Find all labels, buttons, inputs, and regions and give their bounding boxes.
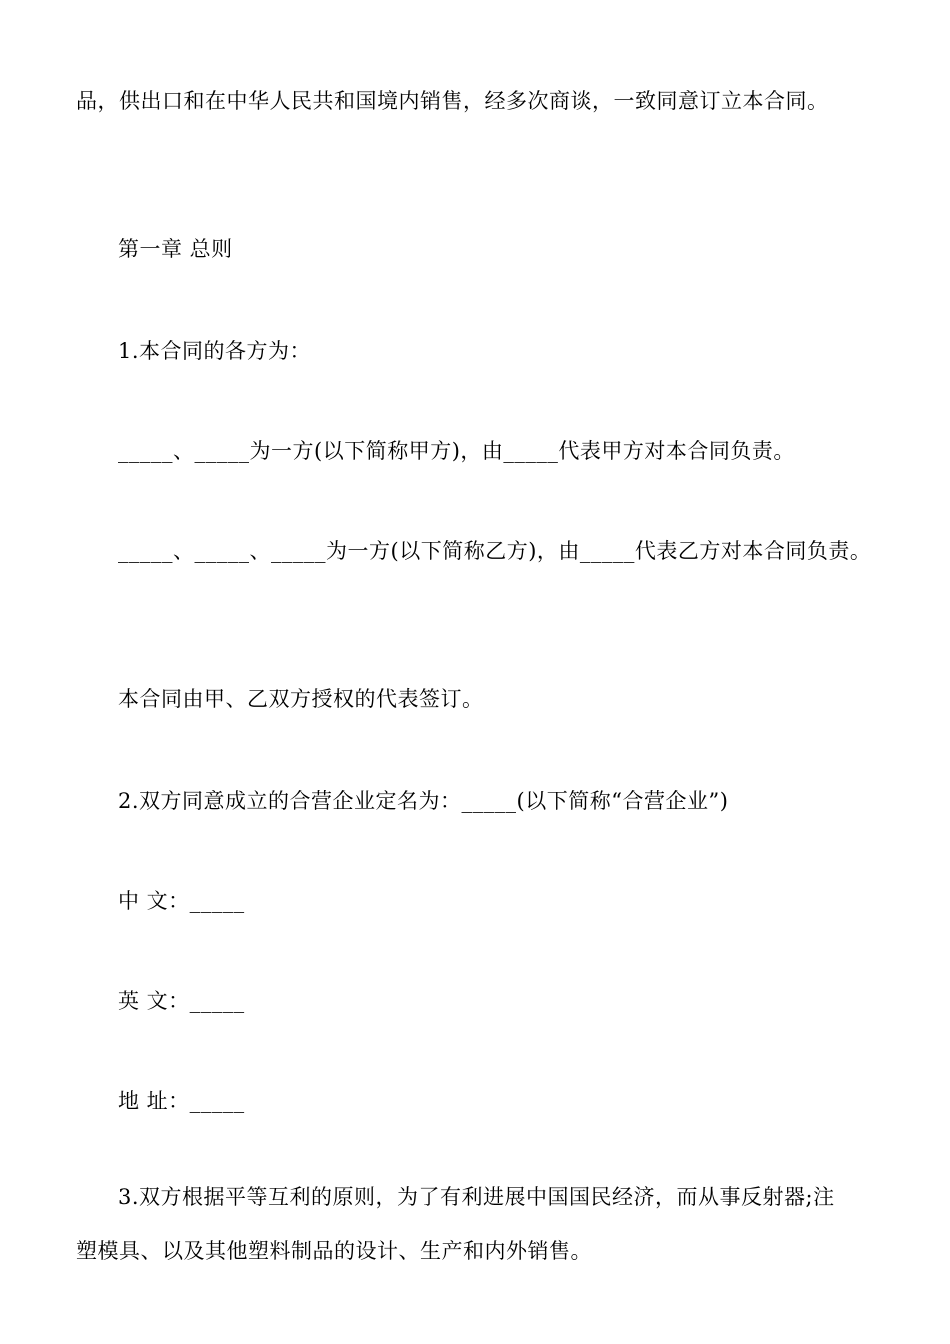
clause-3-line-2: 塑模具、以及其他塑料制品的设计、生产和内外销售。 — [76, 1239, 592, 1263]
english-name-field: 英 文：_____ — [118, 989, 245, 1013]
signing-statement: 本合同由甲、乙双方授权的代表签订。 — [118, 687, 484, 711]
clause-3-line-1: 3.双方根据平等互利的原则，为了有利进展中国国民经济，而从事反射器;注 — [118, 1185, 835, 1209]
address-field: 地 址：_____ — [118, 1089, 245, 1113]
clause-2-name: 2.双方同意成立的合营企业定名为：_____(以下简称“合营企业”) — [118, 789, 729, 813]
chapter-heading: 第一章 总则 — [118, 237, 233, 261]
clause-1-heading: 1.本合同的各方为： — [118, 339, 312, 363]
party-b-line: _____、_____、_____为一方(以下简称乙方)，由_____代表乙方对本合同负责。 — [118, 539, 872, 563]
party-a-line: _____、_____为一方(以下简称甲方)，由_____代表甲方对本合同负责。 — [118, 439, 795, 463]
chinese-name-field: 中 文：_____ — [118, 889, 245, 913]
paragraph-intro-continuation: 品，供出口和在中华人民共和国境内销售，经多次商谈，一致同意订立本合同。 — [76, 89, 829, 113]
